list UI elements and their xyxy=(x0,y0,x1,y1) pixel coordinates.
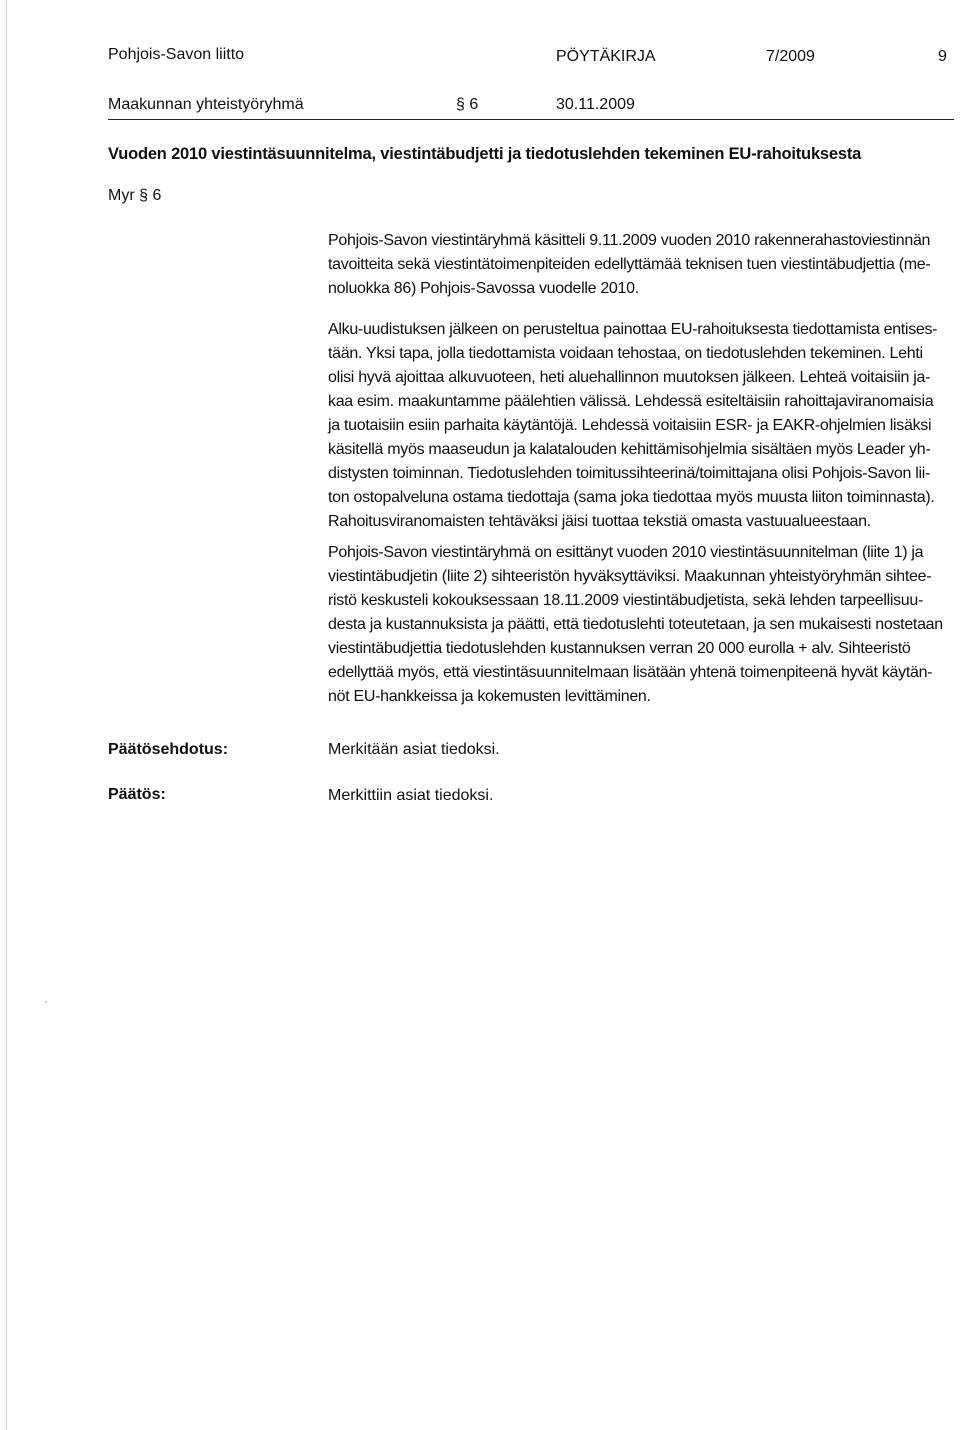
header-page-number: 9 xyxy=(938,48,947,65)
header-rule xyxy=(108,119,954,120)
paragraph-line: tään. Yksi tapa, jolla tiedottamista voidaan tehostaa, on tiedotuslehden tekeminen. Lehti xyxy=(328,345,923,362)
header-organization: Pohjois-Savon liitto xyxy=(108,46,245,63)
header-doc-type: PÖYTÄKIRJA xyxy=(556,48,656,65)
paragraph-line: kaa esim. maakuntamme päälehtien välissä. Lehdessä esiteltäisiin rahoittajaviranomaisia xyxy=(328,393,934,410)
paragraph-line: viestintäbudjettia tiedotuslehden kustannuksen verran 20 000 eurolla + alv. Sihteeristö xyxy=(328,640,911,657)
decision-label: Päätös: xyxy=(108,786,166,803)
paragraph-line: noluokka 86) Pohjois-Savossa vuodelle 2010. xyxy=(328,280,639,297)
paragraph-line: Pohjois-Savon viestintäryhmä käsitteli 9.11.2009 vuoden 2010 rakennerahastoviestinnän xyxy=(328,232,931,249)
paragraph-line: Pohjois-Savon viestintäryhmä on esittänyt vuoden 2010 viestintäsuunnitelman (liite 1) ja xyxy=(328,544,924,561)
paragraph-line: viestintäbudjetin (liite 2) sihteeristön hyväksyttäviksi. Maakunnan yhteistyöryhmän sihtee- xyxy=(328,568,932,585)
paragraph-line: ja tuotaisiin esiin parhaita käytäntöjä. Lehdessä voitaisiin ESR- ja EAKR-ohjelmien lisäksi xyxy=(328,417,932,434)
paragraph-2 xyxy=(328,318,958,534)
paragraph-line: desta ja kustannuksista ja päätti, että tiedotuslehti toteutetaan, ja sen mukaisesti nostetaan xyxy=(328,616,943,633)
header-body: Maakunnan yhteistyöryhmä xyxy=(108,96,304,113)
paragraph-line: tavoitteita sekä viestintätoimenpiteiden edellyttämää teknisen tuen viestintäbudjettia (me- xyxy=(328,256,931,273)
paragraph-line: ristö keskusteli kokouksessaan 18.11.2009 viestintäbudjetista, sekä lehden tarpeellisuu- xyxy=(328,592,924,609)
header-date: 30.11.2009 xyxy=(556,96,635,113)
paragraph-line: distysten toiminnan. Tiedotuslehden toimitussihteerinä/toimittajana olisi Pohjois-Savon lii- xyxy=(328,465,931,482)
decision-text: Merkittiin asiat tiedoksi. xyxy=(328,787,494,804)
proposal-label: Päätösehdotus: xyxy=(108,741,229,758)
paragraph-line: käsitellä myös maaseudun ja kalatalouden kehittämisohjelmia sisältäen myös Leader yh- xyxy=(328,441,931,458)
scan-speck xyxy=(45,1001,47,1003)
paragraph-line: ton ostopalveluna ostama tiedottaja (sama joka tiedottaa myös muusta liiton toiminnasta). xyxy=(328,489,935,506)
header-doc-number: 7/2009 xyxy=(766,48,815,65)
section-reference: Myr § 6 xyxy=(108,187,162,204)
page-edge xyxy=(6,0,7,1430)
paragraph-line: Alku-uudistuksen jälkeen on perusteltua painottaa EU-rahoituksesta tiedottamista entises- xyxy=(328,321,938,338)
paragraph-line: olisi hyvä ajoittaa alkuvuoteen, heti aluehallinnon muutoksen jälkeen. Lehteä voitaisiin ja- xyxy=(328,369,931,386)
paragraph-3 xyxy=(328,541,958,709)
paragraph-line: Rahoitusviranomaisten tehtäväksi jäisi tuottaa tekstiä omasta vastuualueestaan. xyxy=(328,513,871,530)
header-section: § 6 xyxy=(456,96,479,113)
proposal-text: Merkitään asiat tiedoksi. xyxy=(328,741,500,758)
paragraph-line: edellyttää myös, että viestintäsuunnitelmaan lisätään yhtenä toimenpiteenä hyvät käytän- xyxy=(328,664,933,681)
paragraph-1 xyxy=(328,229,958,301)
paragraph-line: nöt EU-hankkeissa ja kokemusten levittäminen. xyxy=(328,688,651,705)
document-title: Vuoden 2010 viestintäsuunnitelma, viestintäbudjetti ja tiedotuslehden tekeminen EU-rahoituksesta xyxy=(108,145,862,163)
